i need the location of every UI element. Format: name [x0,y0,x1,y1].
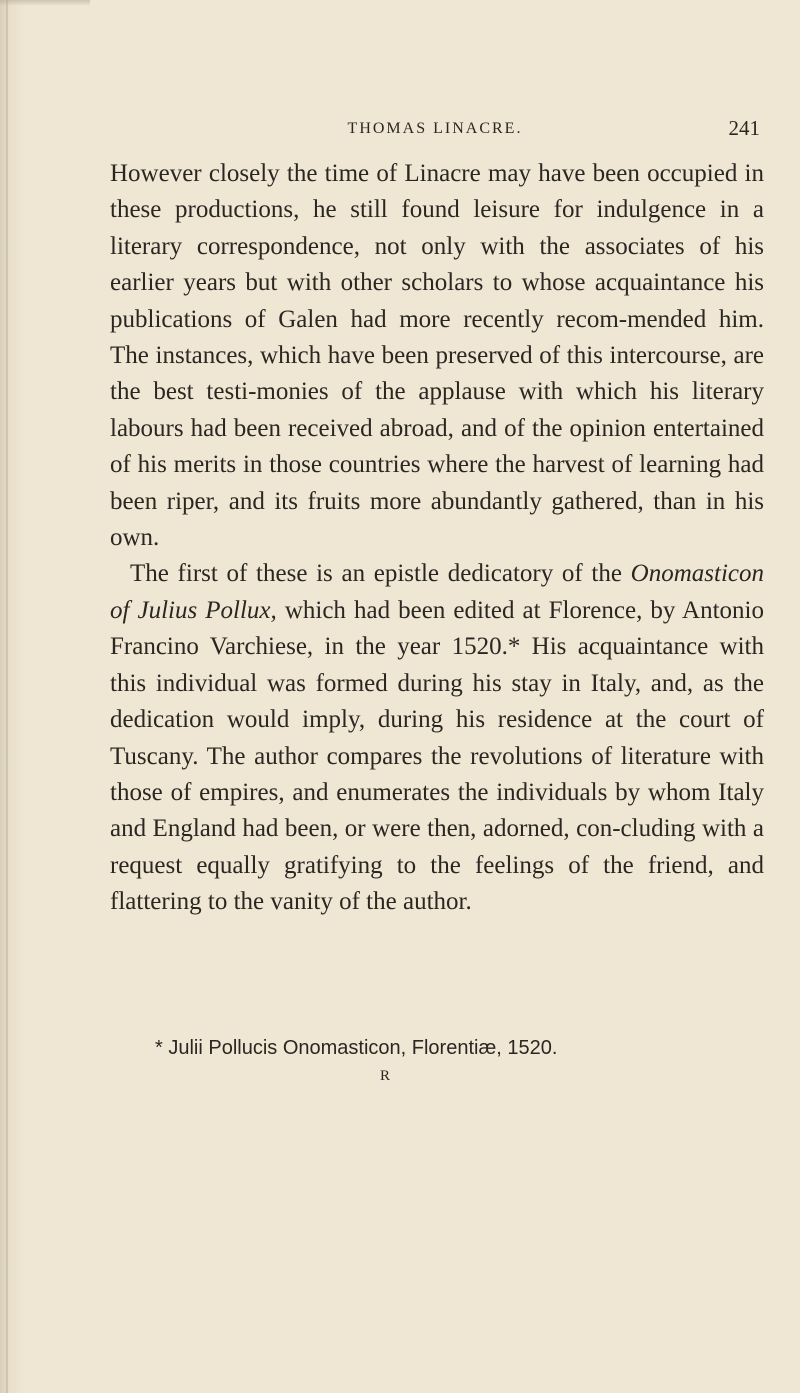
paragraph-2-rest: which had been edited at Florence, by Antonio Francino Varchiese, in the year 1520.* His acquaintance with this individual was formed during his stay in Italy, and, as the dedication would imply, during his residence at the court of Tuscany. The author compares the revolutions of literature with those of empires, and enumerates the individuals by whom Italy and England had been, or were then, adorned, con-cluding with a request equally gratifying to the feelings of the friend, and flattering to the vanity of the author. [110,596,764,916]
paragraph-2-start: The first of these is an epistle dedicatory of the [130,560,631,588]
footnote: * Julii Pollucis Onomasticon, Florentiæ, 1520. [155,1037,558,1059]
body-text [110,156,764,921]
book-title: Onomasticon of Julius Pollux, [110,560,764,624]
page-edge [0,0,26,1393]
paragraph-1: However closely the time of Linacre may have been occupied in these productions, he still found leisure for indulgence in a literary correspondence, not only with the associates of his earlier years but with other scholars to whose acquaintance his publications of Galen had more recently recom-mended him. The instances, which have been preserved of this intercourse, are the best testi-monies of the applause with which his literary labours had been received abroad, and of the opinion entertained of his merits in those countries where the harvest of learning had been riper, and its fruits more abundantly gathered, than in his own. [110,160,764,552]
signature-mark: R [380,1068,392,1084]
running-head [110,118,760,142]
corner-shadow [0,0,90,6]
paragraph-2 [110,556,764,920]
running-title: THOMAS LINACRE. [347,120,523,137]
page-number: 241 [728,116,760,140]
